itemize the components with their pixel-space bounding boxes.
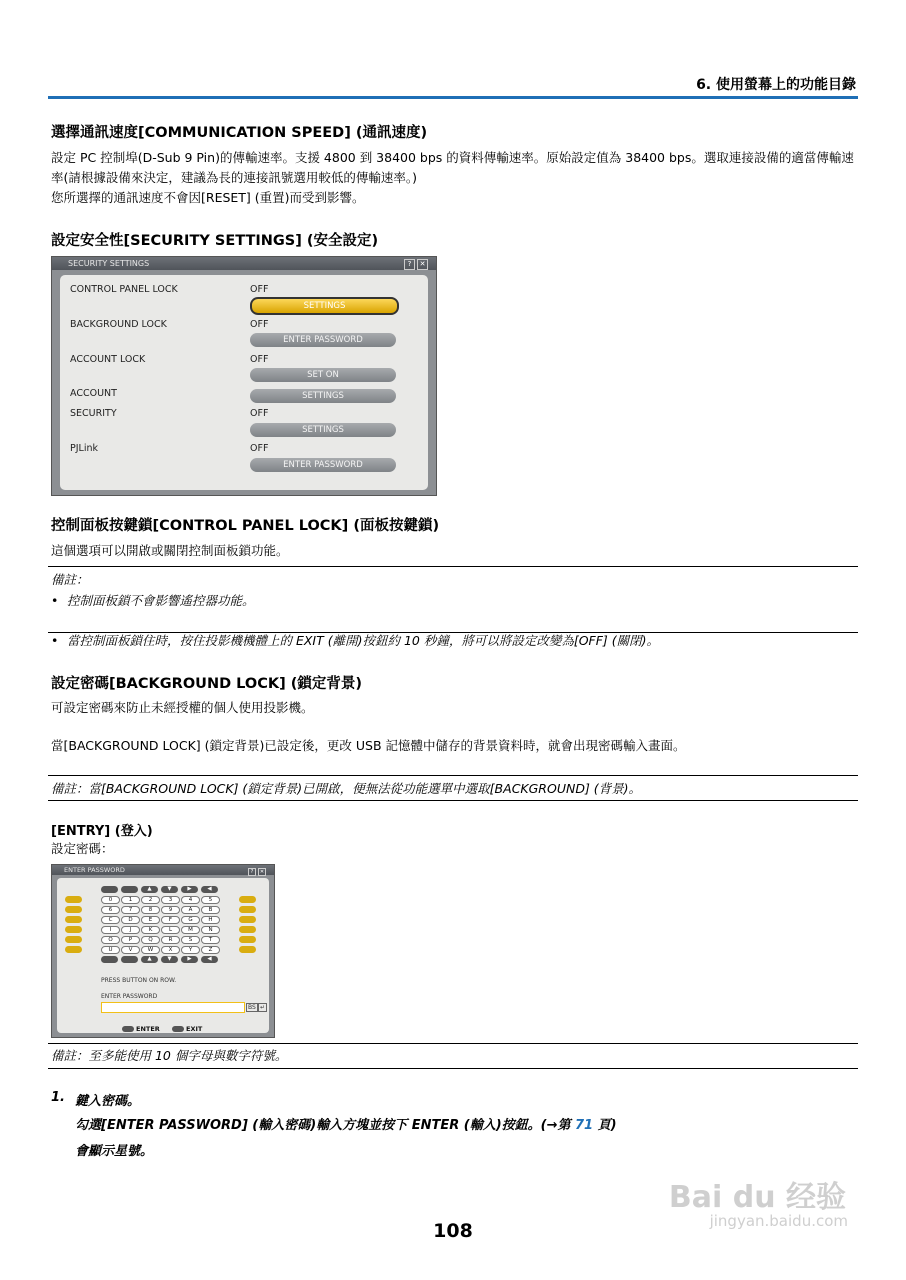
press-button-text: PRESS BUTTON ON ROW. (101, 977, 177, 984)
exit-key[interactable] (121, 956, 138, 963)
security-settings-button[interactable]: SETTINGS (250, 423, 396, 437)
row-select-right[interactable] (239, 916, 256, 923)
key-7[interactable]: 7 (121, 906, 140, 914)
key-S[interactable]: S (181, 936, 200, 944)
key-K[interactable]: K (141, 926, 160, 934)
row-select-left[interactable] (65, 926, 82, 933)
note-rule-bottom (48, 632, 858, 633)
left-key[interactable]: ◀ (201, 956, 218, 963)
password-panel-title: ENTER PASSWORD (52, 865, 274, 875)
step-1-instruction (75, 1114, 617, 1133)
key-C[interactable]: C (101, 916, 120, 924)
return-icon[interactable]: ↵ (260, 1004, 266, 1011)
control-panel-lock-text: 這個選項可以開啟或關閉控制面板鎖功能。 (51, 543, 289, 558)
step-1-instruction-text: 勾選[ENTER PASSWORD] (輸入密碼)輸入方塊並按下 ENTER (輸入)按鈕。(→第 (75, 1118, 575, 1133)
key-2[interactable]: 2 (141, 896, 160, 904)
key-W[interactable]: W (141, 946, 160, 954)
account-settings-button[interactable]: SETTINGS (250, 389, 396, 403)
step-1-result: 會顯示星號。 (75, 1144, 154, 1159)
background-lock-note: 備註：當[BACKGROUND LOCK] (鎖定背景)已開啟，便無法從功能選單中選取[BACKGROUND] (背景)。 (51, 781, 642, 796)
note-item: • 當控制面板鎖住時，按住投影機機體上的 EXIT (離開)按鈕約 10 秒鐘，將可以將設定改變為[OFF] (關閉)。 (51, 631, 875, 651)
sec-row-label: ACCOUNT LOCK (70, 354, 146, 365)
pjlink-password-button[interactable]: ENTER PASSWORD (250, 458, 396, 472)
sec-row-label: SECURITY (70, 408, 117, 419)
help-icon: ? (404, 259, 415, 270)
backspace-button[interactable]: BS (248, 1004, 256, 1011)
key-N[interactable]: N (201, 926, 220, 934)
row-select-right[interactable] (239, 896, 256, 903)
note-label: 備註： (51, 572, 89, 587)
entry-note: 備註：至多能使用 10 個字母與數字符號。 (51, 1048, 288, 1063)
step-number: 1. (51, 1090, 65, 1105)
background-lock-text-2: 當[BACKGROUND LOCK] (鎖定背景)已設定後，更改 USB 記憶體中儲存的背景資料時，就會出現密碼輸入畫面。 (51, 738, 686, 753)
right-key[interactable]: ▶ (181, 886, 198, 893)
key-B[interactable]: B (201, 906, 220, 914)
row-select-right[interactable] (239, 926, 256, 933)
comm-speed-text: 設定 PC 控制埠(D-Sub 9 Pin)的傳輸速率。支援 4800 到 38400 bps 的資料傳輸速率。原始設定值為 38400 bps。選取連接設備的適當傳輸速率(請根據設備來決定，建議為長的連接訊號選用較低的傳輸速率。) (51, 150, 854, 185)
key-5[interactable]: 5 (201, 896, 220, 904)
key-F[interactable]: F (161, 916, 180, 924)
comm-speed-reset-text: 您所選擇的通訊速度不會因[RESET] (重置)而受到影響。 (51, 190, 365, 205)
sec-row-value: OFF (250, 408, 269, 419)
entry-text: 設定密碼： (51, 841, 114, 856)
key-Q[interactable]: Q (141, 936, 160, 944)
background-lock-title: 設定密碼[BACKGROUND LOCK] (鎖定背景) (51, 676, 363, 692)
key-I[interactable]: I (101, 926, 120, 934)
note-rule-top (48, 566, 858, 567)
sec-row-label: ACCOUNT (70, 388, 117, 399)
enter-key-icon (122, 1026, 134, 1032)
sec-row-label: BACKGROUND LOCK (70, 319, 167, 330)
key-1[interactable]: 1 (121, 896, 140, 904)
page-number: 108 (433, 1220, 473, 1242)
row-select-left[interactable] (65, 916, 82, 923)
key-U[interactable]: U (101, 946, 120, 954)
key-4[interactable]: 4 (181, 896, 200, 904)
key-V[interactable]: V (121, 946, 140, 954)
note-rule-bottom (48, 1068, 858, 1069)
control-panel-lock-settings-button[interactable]: SETTINGS (250, 297, 399, 315)
exit-key[interactable] (121, 886, 138, 893)
row-select-left[interactable] (65, 906, 82, 913)
key-T[interactable]: T (201, 936, 220, 944)
key-9[interactable]: 9 (161, 906, 180, 914)
enter-label[interactable]: ENTER (136, 1025, 160, 1033)
key-X[interactable]: X (161, 946, 180, 954)
page-link[interactable]: 71 (575, 1118, 594, 1133)
up-key[interactable]: ▲ (141, 886, 158, 893)
security-title: 設定安全性[SECURITY SETTINGS] (安全設定) (51, 233, 379, 249)
key-P[interactable]: P (121, 936, 140, 944)
exit-label[interactable]: EXIT (186, 1025, 203, 1033)
menu-key[interactable] (101, 886, 118, 893)
sec-row-value: OFF (250, 284, 269, 295)
left-key[interactable]: ◀ (201, 886, 218, 893)
key-O[interactable]: O (101, 936, 120, 944)
security-panel-body (60, 275, 428, 490)
key-3[interactable]: 3 (161, 896, 180, 904)
baidu-watermark-url: jingyan.baidu.com (709, 1212, 848, 1230)
step-1-text: 鍵入密碼。 (75, 1094, 141, 1109)
key-Z[interactable]: Z (201, 946, 220, 954)
sec-row-value: OFF (250, 443, 269, 454)
close-icon: ✕ (259, 869, 265, 875)
sec-row-label: PJLink (70, 443, 98, 454)
key-0[interactable]: 0 (101, 896, 120, 904)
note-rule-bottom (48, 800, 858, 801)
row-select-left[interactable] (65, 896, 82, 903)
key-M[interactable]: M (181, 926, 200, 934)
note-item: • 控制面板鎖不會影響遙控器功能。 (51, 591, 875, 611)
baidu-watermark: Bai du 经验 (668, 1180, 846, 1215)
step-1-instruction-end: 頁) (593, 1118, 617, 1133)
key-E[interactable]: E (141, 916, 160, 924)
enter-password-screenshot (51, 864, 275, 1038)
key-Y[interactable]: Y (181, 946, 200, 954)
security-panel-title: SECURITY SETTINGS (52, 257, 436, 270)
key-8[interactable]: 8 (141, 906, 160, 914)
down-key[interactable]: ▼ (161, 886, 178, 893)
password-input[interactable] (101, 1002, 245, 1013)
security-settings-screenshot (51, 256, 437, 496)
comm-speed-title: 選擇通訊速度[COMMUNICATION SPEED] (通訊速度) (51, 125, 428, 141)
row-select-right[interactable] (239, 946, 256, 953)
key-R[interactable]: R (161, 936, 180, 944)
key-H[interactable]: H (201, 916, 220, 924)
close-icon: ✕ (417, 259, 428, 270)
section-header: 6. 使用螢幕上的功能目錄 (696, 77, 856, 93)
entry-title: [ENTRY] (登入) (51, 824, 153, 839)
menu-key[interactable] (101, 956, 118, 963)
row-select-right[interactable] (239, 936, 256, 943)
row-select-left[interactable] (65, 936, 82, 943)
key-J[interactable]: J (121, 926, 140, 934)
help-icon: ? (248, 868, 256, 876)
key-L[interactable]: L (161, 926, 180, 934)
sec-row-value: OFF (250, 354, 269, 365)
key-D[interactable]: D (121, 916, 140, 924)
exit-key-icon (172, 1026, 184, 1032)
sec-row-value: OFF (250, 319, 269, 330)
note-rule-top (48, 775, 858, 776)
key-G[interactable]: G (181, 916, 200, 924)
row-select-left[interactable] (65, 946, 82, 953)
account-lock-set-on-button[interactable]: SET ON (250, 368, 396, 382)
background-lock-text: 可設定密碼來防止未經授權的個人使用投影機。 (51, 700, 314, 715)
down-key[interactable]: ▼ (161, 956, 178, 963)
header-rule (48, 96, 858, 99)
right-key[interactable]: ▶ (181, 956, 198, 963)
row-select-right[interactable] (239, 906, 256, 913)
control-panel-lock-title: 控制面板按鍵鎖[CONTROL PANEL LOCK] (面板按鍵鎖) (51, 518, 440, 534)
key-6[interactable]: 6 (101, 906, 120, 914)
key-A[interactable]: A (181, 906, 200, 914)
note-rule-top (48, 1043, 858, 1044)
password-panel-body (57, 878, 269, 1033)
background-lock-password-button[interactable]: ENTER PASSWORD (250, 333, 396, 347)
up-key[interactable]: ▲ (141, 956, 158, 963)
password-field-label: ENTER PASSWORD (101, 993, 158, 1000)
sec-row-label: CONTROL PANEL LOCK (70, 284, 178, 295)
